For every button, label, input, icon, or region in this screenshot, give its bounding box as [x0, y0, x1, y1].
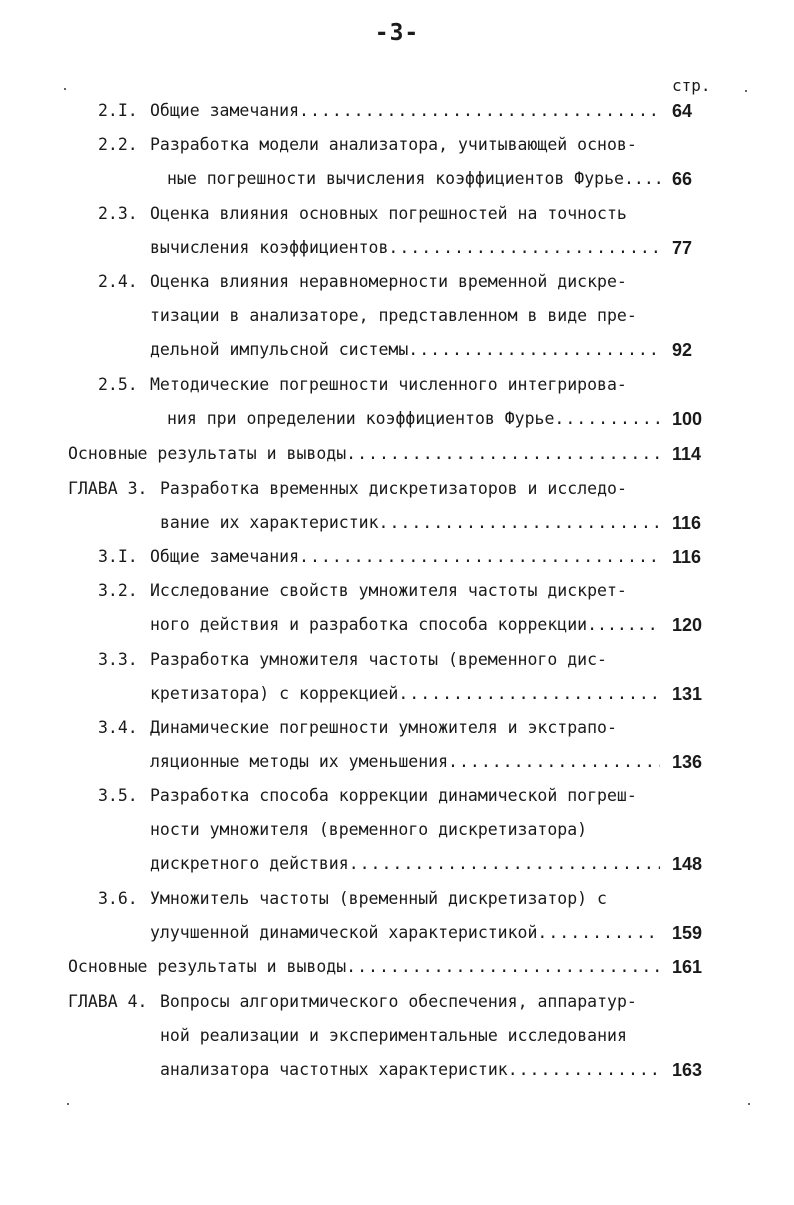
toc-entry-title-line: Разработка временных дискретизаторов и исследо- [160, 479, 627, 498]
toc-entry-number: 2.4. [98, 272, 138, 291]
dot-leader [398, 682, 660, 706]
toc-entry-title-line [160, 511, 660, 535]
dot-leader [654, 167, 660, 191]
toc-entry-title-text: вание их характеристик [160, 513, 379, 532]
toc-entry-title-line: Вопросы алгоритмического обеспечения, аппаратур- [160, 992, 637, 1011]
toc-entry-title-text: ния при определении коэффициентов Фурье [167, 409, 555, 428]
toc-entry-number: 3.2. [98, 581, 138, 600]
toc-entry-title-line: ности умножителя (временного дискретизатора) [150, 820, 588, 839]
toc-entry-page: 100 [672, 409, 703, 429]
toc-entry-page: 77 [672, 238, 693, 258]
toc-entry-title-text: Общие замечания [150, 101, 300, 120]
toc-entry-title-text: ные погрешности вычисления коэффициентов Фурье... [167, 169, 654, 188]
dot-leader [388, 236, 660, 260]
dot-leader [554, 407, 660, 431]
toc-entry-title-text: Основные результаты и выводы [68, 957, 347, 976]
toc-entry-title-text: ного действия и разработка способа коррекции..... [150, 615, 637, 634]
toc-entry-page: 116 [672, 547, 702, 567]
toc-entry-title-line: Исследование свойств умножителя частоты дискрет- [150, 581, 627, 600]
dot-leader [408, 338, 660, 362]
toc-entry-title-line [150, 921, 660, 945]
toc-entry-title-line [150, 682, 660, 706]
dot-leader [508, 1058, 660, 1082]
toc-entry-title-text: Основные результаты и выводы [68, 444, 347, 463]
toc-entry-number: ГЛАВА 3. [68, 479, 148, 498]
toc-entry-number: 2.5. [98, 375, 138, 394]
dot-leader [448, 750, 660, 774]
page-number: -3- [374, 20, 420, 46]
toc-entry-number: 3.6. [98, 889, 138, 908]
page-column-header: стр. [672, 76, 711, 95]
toc-entry-title-text: анализатора частотных характеристик [160, 1060, 508, 1079]
toc-entry-title-line [167, 407, 660, 431]
toc-entry-title-line [150, 236, 660, 260]
toc-entry-title-line: ной реализации и экспериментальные исследования [160, 1026, 627, 1045]
toc-entry-page: 131 [672, 684, 703, 704]
toc-entry-page: 66 [672, 169, 693, 189]
toc-entry-number: ГЛАВА 4. [68, 992, 148, 1011]
toc-entry-title-line [150, 545, 660, 569]
toc-entry-page: 136 [672, 752, 703, 772]
toc-entry-title-text: дискретного действия [150, 854, 349, 873]
toc-entry-page: 116 [672, 513, 702, 533]
toc-entry-title-line [68, 955, 660, 979]
toc-entry-title-line [150, 750, 660, 774]
toc-entry-number: 3.I. [98, 547, 138, 566]
dot-leader [299, 99, 660, 123]
toc-entry-title-text: кретизатора) с коррекцией [150, 684, 399, 703]
toc-entry-title-line: Умножитель частоты (временный дискретизатор) с [150, 889, 607, 908]
toc-entry-title-line: Методические погрешности численного интегрирова- [150, 375, 627, 394]
toc-entry-title-line [160, 1058, 660, 1082]
dot-leader [537, 921, 660, 945]
toc-entry-title-text: вычисления коэффициентов [150, 238, 389, 257]
scan-speck [748, 1103, 750, 1105]
dot-leader [346, 442, 660, 466]
toc-entry-title-line [150, 852, 660, 876]
toc-entry-page: 148 [672, 854, 703, 874]
toc-entry-number: 2.I. [98, 101, 138, 120]
toc-entry-page: 161 [672, 957, 703, 977]
scan-speck [64, 88, 66, 90]
toc-entry-title-text: Общие замечания [150, 547, 300, 566]
toc-entry-title-line: Динамические погрешности умножителя и экстрапо- [150, 718, 617, 737]
dot-leader [637, 613, 660, 637]
toc-entry-title-text: улучшенной динамической характеристикой [150, 923, 538, 942]
toc-entry-number: 3.5. [98, 786, 138, 805]
scan-speck [67, 1103, 69, 1105]
toc-entry-page: 120 [672, 615, 703, 635]
toc-entry-number: 3.3. [98, 650, 138, 669]
toc-entry-title-line [150, 613, 660, 637]
scan-speck [745, 90, 747, 92]
toc-entry-title-line [68, 442, 660, 466]
toc-entry-title-line: Разработка модели анализатора, учитывающей основ- [150, 135, 637, 154]
toc-entry-page: 64 [672, 101, 693, 121]
toc-entry-page: 159 [672, 923, 703, 943]
toc-entry-title-line: Разработка способа коррекции динамической погреш- [150, 786, 637, 805]
toc-entry-title-line [150, 338, 660, 362]
toc-entry-title-line: тизации в анализаторе, представленном в виде пре- [150, 306, 637, 325]
toc-entry-page: 92 [672, 340, 693, 360]
toc-entry-number: 2.2. [98, 135, 138, 154]
toc-entry-page: 163 [672, 1060, 703, 1080]
toc-entry-page: 114 [672, 444, 702, 464]
toc-entry-title-line: Оценка влияния основных погрешностей на точность [150, 204, 627, 223]
toc-entry-title-line [150, 99, 660, 123]
toc-entry-title-line: Разработка умножителя частоты (временного дис- [150, 650, 607, 669]
toc-entry-title-line: Оценка влияния неравномерности временной дискре- [150, 272, 627, 291]
dot-leader [379, 511, 660, 535]
dot-leader [346, 955, 660, 979]
toc-entry-title-text: ляционные методы их уменьшения [150, 752, 449, 771]
toc-entry-title-line [167, 167, 660, 191]
dot-leader [349, 852, 660, 876]
toc-entry-number: 3.4. [98, 718, 138, 737]
toc-entry-number: 2.3. [98, 204, 138, 223]
toc-entry-title-text: дельной импульсной системы [150, 340, 409, 359]
dot-leader [299, 545, 660, 569]
